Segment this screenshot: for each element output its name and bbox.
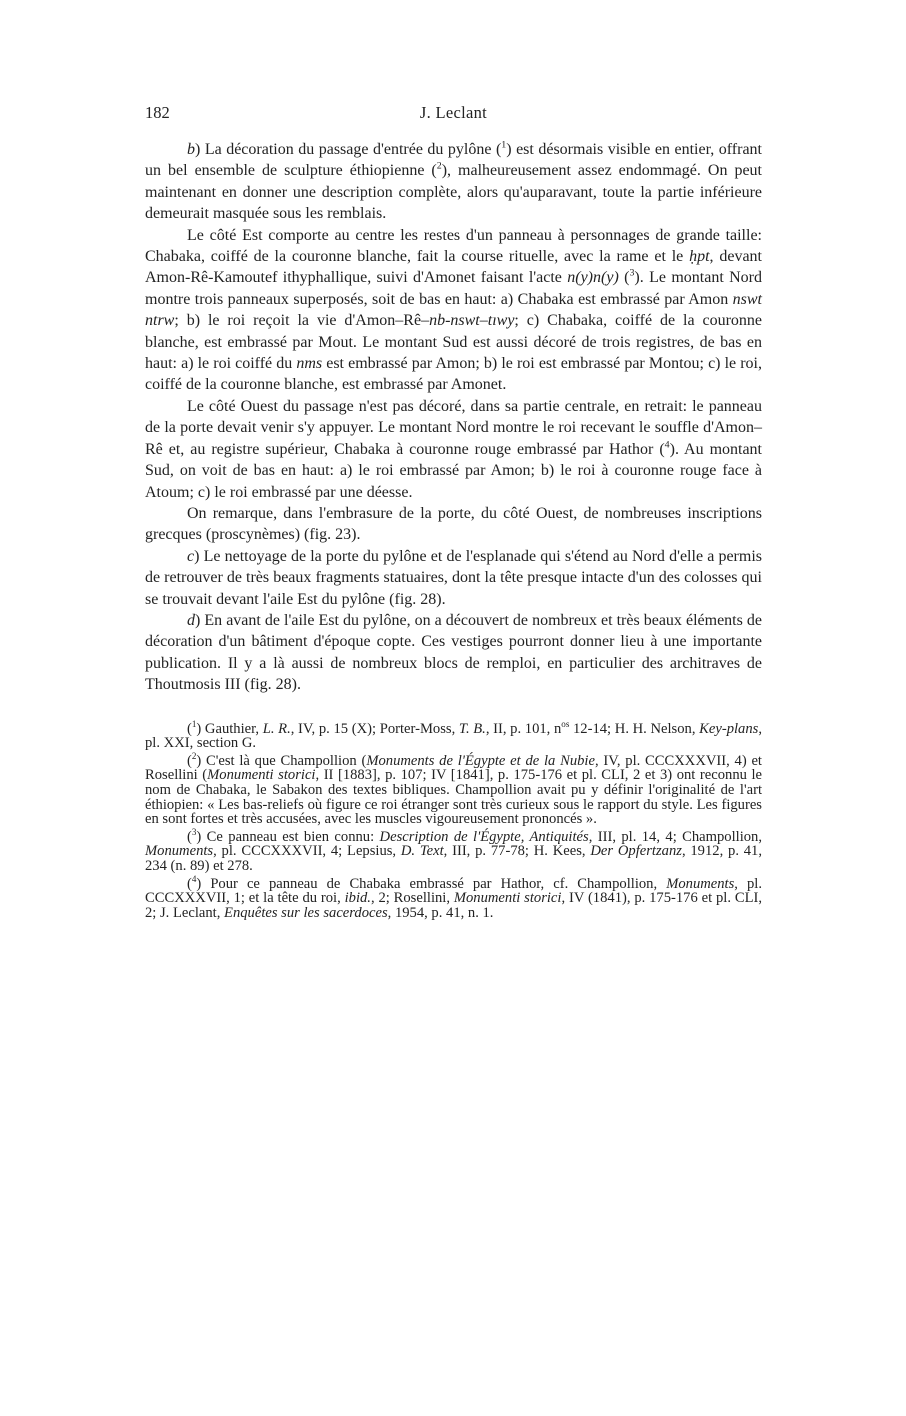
page-header [145,103,762,127]
paragraph: On remarque, dans l'embrasure de la porte, du côté Ouest, de nombreuses inscriptions grecques (proscynèmes) (fig. 23). [145,504,762,544]
body-text [145,139,762,696]
paragraph: c) Le nettoyage de la porte du pylône et de l'esplanade qui s'étend au Nord d'elle a permis de retrouver de très beaux fragments statuaires, dont la tête presque intacte d'un des colosses qui se trouvait devant l'aile Est du pylône (fig. 28). [145,547,762,608]
paragraph: Le côté Est comporte au centre les restes d'un panneau à personnages de grande taille: Chabaka, coiffé de la couronne blanche, fait la course rituelle, avec la rame et le ḥpt, devant Amon-Rê-Kamoutef ithyphallique, suivi d'Amonet faisant l'acte n(y)n(y) ($^3$). Le montant Nord montre trois panneaux superposés, soit de bas en haut: a) Chabaka est embrassé par Amon nswt ntrw; b) le roi reçoit la vie d'Amon–Rê–nb-nswt–tıwy; c) Chabaka, coiffé de la couronne blanche, est embrassé par Mout. Le montant Sud est aussi décoré de trois registres, de bas en haut: a) le roi coiffé du nms est embrassé par Amon; b) le roi est embrassé par Montou; c) le roi, coiffé de la couronne blanche, est embrassé par Amonet. [145,226,763,394]
running-head: J. Leclant [419,103,488,122]
page [145,103,762,923]
footnotes [145,718,763,921]
footnote: ($^3$) Ce panneau est bien connu: Description de l'Égypte, Antiquités, III, pl. 14, 4; Champollion, Monuments, pl. CCCXXXVII, 4; Lepsius, D. Text, III, p. 77-78; H. Kees, Der Opfertzanz, 1912, p. 41, 234 (n. 89) et 278. [145,826,763,874]
paragraph: d) En avant de l'aile Est du pylône, on a découvert de nombreux et très beaux éléments de décoration d'un bâtiment d'époque copte. Ces vestiges pourront donner lieu à une importante publication. Il y a là aussi de nombreux blocs de remploi, en particulier des architraves de Thoutmosis III (fig. 28). [145,611,762,694]
footnote: ($^4$) Pour ce panneau de Chabaka embrassé par Hathor, cf. Champollion, Monuments, pl. CCCXXXVII, 1; et la tête du roi, ibid., 2; Rosellini, Monumenti storici, IV (1841), p. 175-176 et pl. CLI, 2; J. Leclant, Enquêtes sur les sacerdoces, 1954, p. 41, n. 1. [145,873,763,921]
paragraph: b) La décoration du passage d'entrée du pylône ($^1$) est désormais visible en entier, offrant un bel ensemble de sculpture éthiopienne ($^2$), malheureusement assez endommagé. On peut maintenant en donner une description complète, alors qu'auparavant, toute la partie inférieure demeurait masquée sous les remblais. [145,139,763,223]
footnote: ($^1$) Gauthier, L. R., IV, p. 15 (X); Porter-Moss, T. B., II, p. 101, $n^{os}$ 12-14; H. H. Nelson, Key-plans, pl. XXI, section G. [145,718,762,752]
paragraph: Le côté Ouest du passage n'est pas décoré, dans sa partie centrale, en retrait: le panneau de la porte devait venir s'y appuyer. Le montant Nord montre le roi recevant le souffle d'Amon–Rê et, au registre supérieur, Chabaka à couronne rouge embrassé par Hathor ($^4$). Au montant Sud, on voit de bas en haut: a) le roi embrassé par Amon; b) le roi à couronne rouge face à Atoum; c) le roi embrassé par une déesse. [145,397,762,501]
footnote: ($^2$) C'est là que Champollion (Monuments de l'Égypte et de la Nubie, IV, pl. CCCXXXVII, 4) et Rosellini (Monumenti storici, II [1883], p. 107; IV [1841], p. 175-176 et pl. CLI, 2 et 3) ont reconnu le nom de Chabaka, le Sabakon des textes bibliques. Champollion avait pu y définir l'originalité de l'art éthiopien: « Les bas-reliefs où figure ce roi étranger sont très curieux sous le rapport du style. Les figures en sont fortes et très accusées, avec les muscles vigoureusement prononcés ». [145,750,763,828]
page-number: 182 [145,103,170,122]
